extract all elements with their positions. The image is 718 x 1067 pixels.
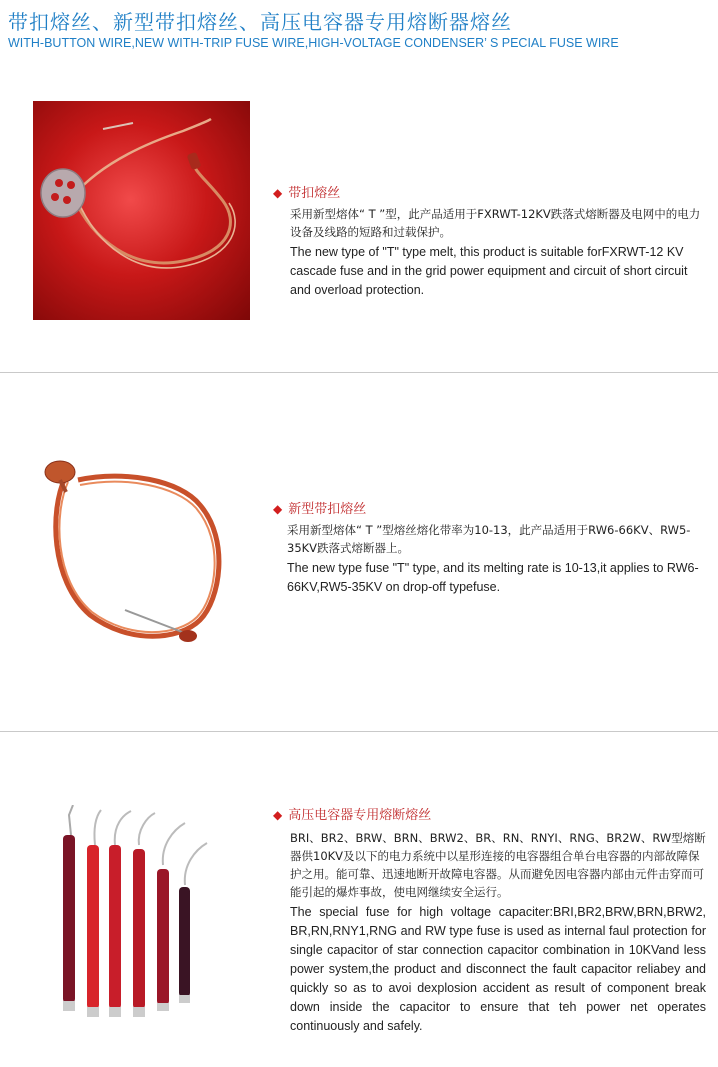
button-fuse-wire-illustration — [33, 101, 250, 320]
button-fuse-wire-photo — [33, 101, 250, 320]
hv-capacitor-fuse-illustration — [55, 805, 235, 1025]
product-description-hv-capacitor-fuse — [290, 829, 706, 1036]
description-en: The special fuse for high voltage capaciter:BRI,BR2,BRW,BRN,BRW2, BR,RN,RNY1,RNG and RW type fuse is used as internal faul protection for single capacitor of star connection capacitor combination in 10KVand less power system,the product and disconnect the fault capacitor reliabey and quickly so as to avoi dexplosion accident as result of component break down inside the capacitor to ensure that teh power net operates continuously and safely. — [290, 905, 706, 1033]
diamond-bullet-icon: ◆ — [273, 502, 283, 516]
new-trip-fuse-wire-illustration — [30, 450, 270, 650]
description-en: The new type of "T" type melt, this product is suitable forFXRWT-12 KV cascade fuse and in the grid power equipment and circuit of short circuit and overload protection. — [290, 245, 688, 297]
description-zh: 采用新型熔体“ T ”型，此产品适用于FXRWT-12KV跌落式熔断器及电网中的电力设备及线路的短路和过载保护。 — [290, 207, 701, 239]
page-title-en: WITH-BUTTON WIRE,NEW WITH-TRIP FUSE WIRE,HIGH-VOLTAGE CONDENSER’ S PECIAL FUSE WIRE — [8, 36, 619, 50]
section-divider — [0, 372, 718, 373]
section-divider — [0, 731, 718, 732]
product-title-button-fuse: ◆ 带扣熔丝 — [273, 186, 341, 201]
product-title-hv-capacitor-fuse: ◆ 高压电容器专用熔断熔丝 — [273, 808, 432, 823]
diamond-bullet-icon: ◆ — [273, 186, 283, 200]
page-title-zh: 带扣熔丝、新型带扣熔丝、高压电容器专用熔断器熔丝 — [8, 10, 512, 34]
description-zh: 采用新型熔体“ T ”型熔丝熔化带率为10-13，此产品适用于RW6-66KV、RW5-35KV跌落式熔断器上。 — [287, 523, 691, 555]
diamond-bullet-icon: ◆ — [273, 808, 283, 822]
product-title-new-trip-fuse: ◆ 新型带扣熔丝 — [273, 502, 367, 517]
description-en: The new type fuse "T" type, and its melting rate is 10-13,it applies to RW6-66KV,RW5-35KV on drop-off typefuse. — [287, 561, 699, 594]
product-description-new-trip-fuse — [287, 521, 707, 597]
description-zh: BRI、BR2、BRW、BRN、BRW2、BR、RN、RNYI、RNG、BR2W、RW型熔断器供10KV及以下的电力系统中以星形连接的电容器组合单台电容器的内部故障保护之用。能可靠、迅速地断开故障电容器。从而避免因电容器内部由元件击穿而可能引起的爆炸事故，使电网继续安全运行。 — [290, 831, 706, 899]
product-description-button-fuse — [290, 205, 706, 300]
